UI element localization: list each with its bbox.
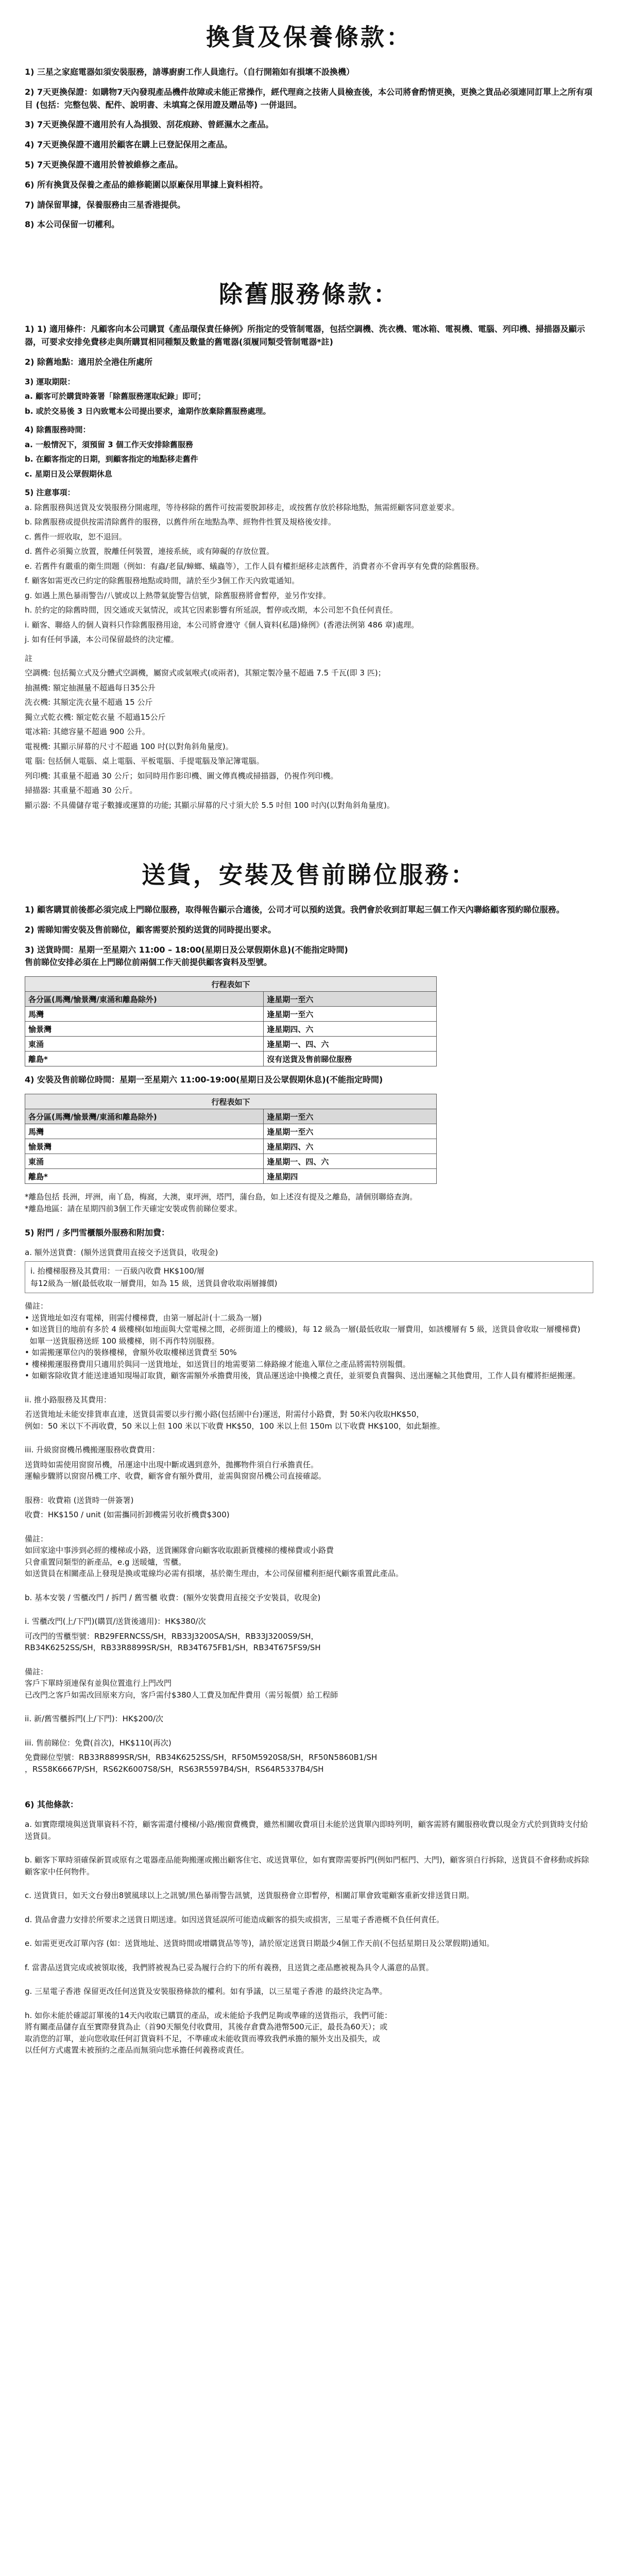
door-reverse-remark: 備註： 客戶下單時須連保有並與位置進行上門改門 已改門之客戶如需改回原來方向，客戶需付$380人工費及加配件費用（需另報價）給工程師 [25, 1667, 338, 1700]
day-cell: 逢星期一、四、六 [264, 1037, 437, 1052]
term-item: 5) 7天更換保證不適用於曾被維修之產品。 [25, 159, 183, 170]
delivery-p3: 3) 送貨時間：星期一至星期六 11:00 – 18:00(星期日及公眾假期休息)(不能指定時間) 售前睇位安排必須在上門睇位前兩個工作天前提供顧客資料及型號。 [25, 944, 348, 968]
table-row [25, 1109, 437, 1124]
recycle-p5-line: h. 於約定的除舊時間，因交通或天氣情況，或其它因素影響有所延誤，暫停或改期，本公司恕不負任何責任。 [25, 605, 398, 615]
recycle-p3-line: a. 顧客可於購貨時簽署「除舊服務運取紀錄」即可； [25, 392, 206, 401]
table-row [25, 1022, 437, 1037]
island-notes: *離島包括 長洲，坪洲，南丫島，梅窩，大澳，東坪洲，塔門，蒲台島，如上述沒有提及之離島，請個別聯絡查詢。 *離島地區：請在星期四前3個工作天確定安裝或售前睇位要求。 [25, 1192, 418, 1213]
note-line: 獨立式乾衣機: 額定乾衣量 不超過15公斤 [25, 712, 166, 722]
recycling-terms [25, 323, 593, 811]
install-schedule-table [25, 1094, 437, 1184]
note-line: 顯示器: 不具備儲存電子數據或運算的功能; 其顯示屏幕的尺寸須大於 5.5 吋但 100 吋內(以對角斜角量度)。 [25, 800, 394, 810]
area-cell: 馬灣 [25, 1124, 264, 1139]
site-check-fee: iii. 售前睇位：免費(首次)，HK$110(再次) [25, 1738, 171, 1748]
note-line: 電 腦: 包括個人電腦、桌上電腦、平板電腦、手提電腦及筆記簿電腦。 [25, 756, 264, 766]
delivery-p2: 2) 需睇知需安裝及售前睇位，顧客需要於預約送貨的同時提出要求。 [25, 924, 277, 935]
area-cell: 愉景灣 [25, 1139, 264, 1154]
recycle-p4-line: 4) 除舊服務時間： [25, 425, 91, 435]
recycle-note [25, 653, 593, 811]
other-term: g. 三星電子香港 保留更改任何送貨及安裝服務條款的權利。如有爭議，以三星電子香港 的最終決定為準。 [25, 1987, 387, 1996]
recycle-p4-line: b. 在顧客指定的日期，到顧客指定的地點移走舊件 [25, 454, 198, 464]
alley-fee-text: 若送貨地址未能安排貨車直達，送貨員需要以步行搬小路(包括園中台)運送，附需付小路費，對 50米內收取HK$50， 例如：50 米以下不再收費，50 米以上但 100 米以下收費 HK$50，100 米以上但 150m 以下收費 HK$100，如此類推。 [25, 1410, 445, 1431]
delivery-service-title: 送貨，安裝及售前睇位服務： [142, 861, 476, 889]
recycle-p5-line: j. 如有任何爭議，本公司保留最終的決定權。 [25, 635, 179, 645]
table-row [25, 1124, 437, 1139]
extra-fee-head: a. 額外送貨費：(額外送貨費用直接交予送貨員，收現金) [25, 1247, 218, 1257]
term-item: 7) 請保留單據，保養服務由三星香港提供。 [25, 199, 186, 210]
day-cell: 逢星期四、六 [264, 1022, 437, 1037]
day-cell: 逢星期一至六 [264, 1124, 437, 1139]
other-term: a. 如實際環境與送貨單資料不符，顧客需還付樓梯/小路/搬窗費機費，雖然相關收費項目未能於送貨單內即時列明，顧客需將有關服務收費以現金方式於到貨時支付給送貨員。 [25, 1820, 588, 1841]
delivery-p1: 1) 顧客購買前後都必須完成上門睇位服務，取得報告顯示合適後，公司才可以預約送貨。我們會於收到訂單起三個工作天內聯絡顧客預約睇位服務。 [25, 905, 565, 915]
disposal-fee: 收費：HK$150 / unit (如需攜同折卸機需另收折機費$300) [25, 1510, 230, 1520]
recycle-p4-line: a. 一般情況下，須預留 3 個工作天安排除舊服務 [25, 439, 193, 449]
delivery-p5: 5) 附門 / 多門雪櫃額外服務和附加費： [25, 1228, 170, 1238]
table-row [25, 1169, 437, 1184]
delivery-terms [25, 904, 593, 2056]
recycle-p5-line: e. 若舊件有嚴重的衛生問題（例如：有蟲/老鼠/蟑螂、蟻蟲等），工作人員有權拒絕移走該舊件，消費者亦不會再享有免費的除舊服務。 [25, 561, 484, 571]
door-reverse-head: i. 雪櫃改門(上/下門)(購買/送貨後適用)：HK$380/次 [25, 1617, 206, 1626]
disposal-head: 服務：收費箱 (送貨時一併簽署) [25, 1495, 134, 1505]
area-cell: 離島* [25, 1169, 264, 1184]
area-cell: 東涌 [25, 1154, 264, 1169]
area-cell: 離島* [25, 1052, 264, 1066]
door-remove-fee: ii. 新/舊雪櫃拆門(上/下門)：HK$200/次 [25, 1714, 164, 1724]
other-term: d. 貨品會盡力安排於所要求之送貨日期送達。如因送貨延誤所可能造成顧客的損失或損害，三星電子香港概不負任何責任。 [25, 1914, 444, 1924]
area-cell: 各分區(馬灣/愉景灣/東涌和離島除外) [25, 1109, 264, 1124]
term-item: 3) 7天更換保證不適用於有人為損毀、刮花痕跡、曾經濕水之產品。 [25, 120, 274, 130]
recycle-p5-line: a. 除舊服務與送貨及安裝服務分開處理，等待移除的舊件可按需要脫卸移走，或按舊存放於移除地點，無需經顧客同意並要求。 [25, 502, 459, 512]
recycle-p5-head: 5) 注意事項： [25, 488, 75, 498]
day-cell: 逢星期一、四、六 [264, 1154, 437, 1169]
term-item: 4) 7天更換保證不適用於顧客在購上已登記保用之產品。 [25, 140, 233, 150]
delivery-schedule-table [25, 976, 437, 1066]
disposal-remark: 備註： 如回家途中事涉到必經的樓梯或小路，送貨團隊會向顧客收取跟新貨樓梯的樓梯費或小路費 只會重置同類型的新產品，e.g 送暖爐，雪櫃。 如送貨員在相關產品上發現是換或電線均必需有損壞，基於衛生理由，本公司保留權利拒絕代顧客重置此產品。 [25, 1534, 404, 1579]
other-term: h. 如你未能於確認訂單後的14天內收取已購買的產品，或未能給予我們足夠或準確的送貨指示，我們可能： 將有關產品儲存直至實際發貨為止（首90天額免付收費用，其後存倉費為港幣500元正，最長為60天）；或 取消您的訂單，並向您收取任何訂貨資料不足，不準確或未能收貨而導致我們承擔的額外支出及損失，或 以任何方式處置未被預約之產品而無須向您承擔任何義務或責任。 [25, 2010, 392, 2055]
day-cell: 逢星期一至六 [264, 1007, 437, 1022]
recycle-p5-line: c. 舊件一經收取，恕不退回。 [25, 532, 127, 541]
other-term: b. 顧客下單時須確保新買或原有之電器產品能夠搬運或搬出顧客住宅、或送貨單位，如有實際需要拆門(例如門框門、大門)，顧客須自行拆除，送貨員不會移動或拆除顧客家中任何物件。 [25, 1855, 589, 1876]
other-terms-head: 6) 其他條款： [25, 1800, 79, 1810]
term-item: 6) 所有換貨及保養之產品的維修範圍以原廠保用單據上資料相符。 [25, 179, 268, 190]
recycling-service-title: 除舊服務條款： [219, 280, 399, 309]
table-row [25, 992, 437, 1007]
day-cell: 逢星期一至六 [264, 992, 437, 1007]
recycle-p2: 2) 除舊地點：適用於全港住所處所 [25, 357, 153, 367]
other-term: c. 送貨貨日，如天文台發出8號風球以上之訊號/黑色暴雨警告訊號，送貨服務會立即暫停，相關訂單會致電顧客重新安排送貨日期。 [25, 1891, 474, 1901]
term-item: 2) 7天更換保證：如購物7天內發現產品機件故障或未能正常操作，經代理商之技術人員檢查後，本公司將會酌情更換，更換之貨品必須連同訂單上之所有項目 (包括：完整包裝、配件、說明書、未填寫之保用證及贈品等) 一併退回。 [25, 87, 593, 110]
area-cell: 愉景灣 [25, 1022, 264, 1037]
other-term: e. 如需更更改訂單內容 (如：送貨地址、送貨時間或增購貨品等等)，請於原定送貨日期最少4個工作天前(不包括星期日及公眾假期)通知。 [25, 1939, 494, 1948]
note-line: 電視機: 其顯示屏幕的尺寸不超過 100 吋(以對角斜角量度)。 [25, 741, 233, 751]
note-line: 掃描器: 其重量不超過 30 公斤。 [25, 786, 138, 795]
table-row [25, 1052, 437, 1066]
area-cell: 各分區(馬灣/愉景灣/東涌和離島除外) [25, 992, 264, 1007]
area-cell: 東涌 [25, 1037, 264, 1052]
day-cell: 沒有送貨及售前睇位服務 [264, 1052, 437, 1066]
note-line: 註 [25, 653, 33, 663]
stairs-remark: 備註： • 送貨地址如沒有電梯，則需付樓梯費，由第一層起計(十二級為一層) • 如送貨目的地前有多於 4 級樓梯(如地面與大堂電梯之間，必經街道上的樓級)，每 12 級為一層(最低收取一層費用，如該樓層有 5 級，送貨員會收取一層樓梯費) 如單一送貨服務送經 100 級樓梯，則不再作特別服務。 • 如需搬運單位內的裝修樓梯，會額外收取樓梯送貨費至 50% • 樓梯搬運服務費用只適用於與同一送貨地址，如送貨目的地需要第二條路線才能進入單位之產品將需特別報價。 • 如顧客除收貨才能送達通知現場訂取貨，顧客需額外承擔費用後，貨品運送途中換樓之責任，並須要負責醫與、送出運輸之其他費用，工作人員有權將拒絕搬運。 [25, 1301, 580, 1381]
other-term: f. 當書品送貨完成或被領取後，我們將被視為已妥為履行合約下的所有義務，且送貨之產品應被視為具令人滿意的品質。 [25, 1962, 434, 1972]
recycle-p5-line: g. 如遇上黑色暴雨警告/八號或以上熱帶氣旋警告信號，除舊服務將會暫停，並另作安排。 [25, 590, 331, 600]
table-title: 行程表如下 [25, 977, 437, 992]
recycle-p5-line: b. 除舊服務或提供按需清除舊件的服務，以舊件所在地點為準、經物件性質及規格後安排。 [25, 517, 336, 527]
table-row [25, 1007, 437, 1022]
recycle-p3-line: 3) 運取期限： [25, 377, 75, 386]
term-item: 1) 三星之家庭電器如須安裝服務，請導廚廚工作人員進行。（自行開箱如有損壞不設換機） [25, 67, 355, 77]
note-line: 列印機: 其重量不超過 30 公斤；如同時用作影印機、圖文傳真機或掃描器，仍視作列印機。 [25, 771, 338, 781]
recycle-p4-line: c. 星期日及公眾假期休息 [25, 469, 112, 479]
recycle-p3-line: b. 或於交易後 3 日內致電本公司提出要求，逾期作放棄除舊服務處理。 [25, 406, 271, 416]
install-fee-head: b. 基本安裝 / 雪櫃改門 / 拆門 / 舊雪櫃 收費：(額外安裝費用直接交予安裝員，收現金) [25, 1592, 321, 1602]
crane-fee-head: iii. 升級窗窗機吊機搬運服務收費費用： [25, 1445, 160, 1455]
day-cell: 逢星期一至六 [264, 1109, 437, 1124]
table-row [25, 1139, 437, 1154]
note-line: 電冰箱: 其總容量不超過 900 公升。 [25, 727, 150, 737]
recycle-p5-line: i. 顧客、聯絡人的個人資料只作除舊服務用途，本公司將會遵守《個人資料(私隱)條例》(香港法例第 486 章)處理。 [25, 620, 419, 630]
note-line: 空調機: 包括獨立式及分體式空調機，屬窗式或氣喉式(或兩者)，其額定製冷量不超過 7.5 千瓦(即 3 匹)； [25, 668, 386, 678]
crane-fee-text: 送貨時如需使用窗窗吊機，吊運途中出現中斷或遇到意外，拋擲物件須自行承擔責任。 運輸步驟將以窗窗吊機工序、收費，顧客會有額外費用，並需與窗窗吊機公司直接確認。 [25, 1460, 327, 1481]
day-cell: 逢星期四 [264, 1169, 437, 1184]
day-cell: 逢星期四、六 [264, 1139, 437, 1154]
stairs-fee-box: i. 抬樓梯服務及其費用：一百級內收費 HK$100/層 每12級為一層(最低收取一層費用，如為 15 級，送貨員會收取兩層據價) [25, 1261, 593, 1293]
table-title: 行程表如下 [25, 1094, 437, 1109]
alley-fee-head: ii. 推小路服務及其費用： [25, 1395, 111, 1404]
table-row [25, 1037, 437, 1052]
note-line: 洗衣機: 其額定洗衣量不超過 15 公斤 [25, 698, 153, 707]
delivery-p4: 4) 安裝及售前睇位時間：星期一至星期六 11:00-19:00(星期日及公眾假期休息)(不能指定時間) [25, 1075, 383, 1085]
recycle-p1: 1) 1) 適用條件：凡顧客向本公司購買《產品環保責任條例》所指定的受管制電器，包括空調機、洗衣機、電冰箱、電視機、電腦、列印機、掃描器及顯示器，可要求安排免費移走與所購買相同種類及數量的舊電器(須履同類受管制電器*註) [25, 324, 586, 347]
term-item: 8) 本公司保留一切權利。 [25, 219, 120, 230]
area-cell: 馬灣 [25, 1007, 264, 1022]
exchange-terms [25, 66, 593, 231]
recycle-p5-line: d. 舊件必須獨立放置，脫離任何裝置，連接系統，或有障礙的存放位置。 [25, 547, 274, 556]
table-row [25, 1154, 437, 1169]
note-line: 抽濕機: 額定抽濕量不超過每日35公升 [25, 683, 156, 692]
door-reverse-models: 可改門的雪櫃型號：RB29FERNCSS/SH，RB33J3200SA/SH，RB33J3200S9/SH， RB34K6252SS/SH，RB33R8899SR/SH，RB34T675FB1/SH，RB34T675FS9/SH [25, 1631, 321, 1653]
exchange-warranty-title: 換貨及保養條款： [206, 23, 412, 51]
site-check-models: 免費睇位型號：RB33R8899SR/SH，RB34K6252SS/SH，RF50M5920S8/SH，RF50N5860B1/SH ，RS58K6667P/SH，RS62K6007S8/SH，RS63R5597B4/SH，RS64R5337B4/SH [25, 1753, 377, 1774]
recycle-p5-line: f. 顧客如需更改已約定的除舊服務地點或時間，請於至少3個工作天內致電通知。 [25, 576, 300, 586]
